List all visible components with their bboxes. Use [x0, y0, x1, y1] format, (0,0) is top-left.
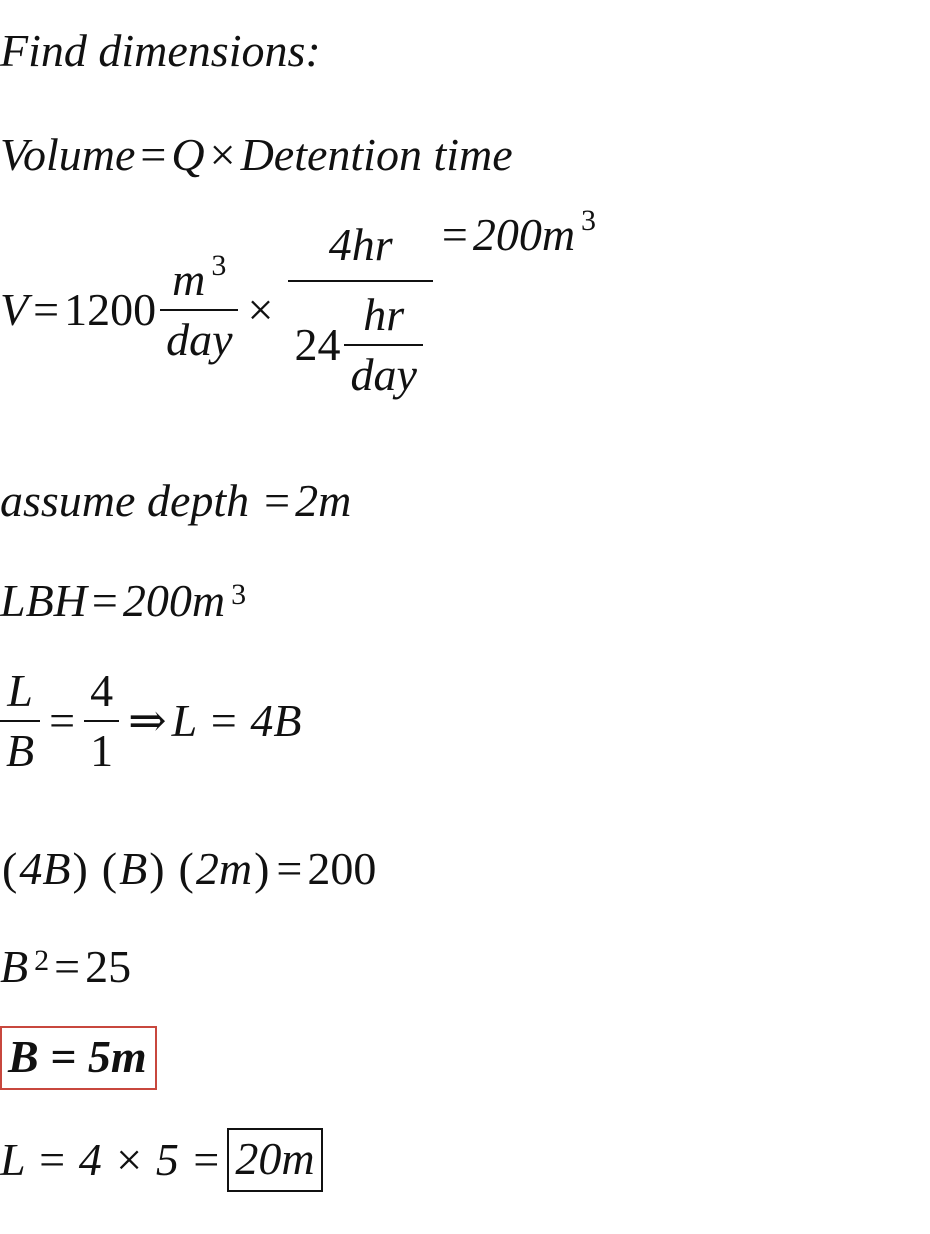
length-symbol: L: [7, 665, 33, 716]
equals-sign: =: [91, 575, 118, 626]
breadth-result-line: [0, 1026, 157, 1090]
volume-number: 200: [307, 843, 377, 894]
length-answer-box: [227, 1128, 322, 1192]
exponent: 3: [231, 578, 247, 611]
equals-sign: =: [264, 475, 291, 526]
b-squared-value: 25: [85, 941, 132, 992]
exponent: 2: [34, 944, 50, 977]
equals-sign: =: [54, 941, 81, 992]
fraction-denominator: day: [160, 309, 238, 363]
flow-unit-fraction: [160, 249, 238, 365]
b-symbol: B: [0, 941, 29, 992]
equals-sign: =: [33, 284, 60, 335]
times-sign: ×: [209, 129, 236, 180]
hours-per-day-fraction: [344, 289, 422, 400]
time-numerator: 4hr: [328, 219, 393, 270]
equals-sign: =: [276, 843, 303, 894]
ratio-numerator: 4: [90, 665, 114, 716]
heading-line: [0, 25, 321, 76]
lbh-value: 200m: [122, 575, 226, 626]
volume-result: [472, 204, 597, 260]
length-relation: L = 4B: [171, 695, 302, 746]
length-calculation: L = 4 × 5 =: [0, 1134, 222, 1185]
hours-numerator: hr: [363, 289, 405, 340]
flow-value: 1200: [64, 284, 157, 335]
assume-depth-label: assume depth: [0, 475, 250, 526]
breadth-result-box: B = 5m: [0, 1026, 157, 1090]
ratio-denominator: 1: [84, 720, 119, 774]
lbh-line: [0, 575, 247, 626]
length-answer: 20m: [235, 1133, 315, 1184]
fraction-numerator: [166, 249, 232, 309]
heading-text: Find dimensions:: [0, 25, 321, 76]
depth-value: 2m: [295, 475, 352, 526]
factor-4b: 4B: [19, 843, 71, 894]
conversion-factor: 24: [294, 319, 341, 370]
breadth-symbol: B: [0, 720, 40, 774]
time-fraction: [288, 219, 432, 400]
times-sign: ×: [247, 284, 274, 335]
equals-sign: =: [49, 695, 76, 746]
volume-symbol: V: [0, 284, 29, 335]
day-denominator: day: [344, 344, 422, 398]
substitution-line: ( 4B ) ( B ) ( 2m ) = 200: [2, 843, 377, 894]
lbh-label: LBH: [0, 575, 87, 626]
factor-depth: 2m: [195, 843, 253, 894]
ratio-line: [0, 665, 302, 776]
flow-symbol: Q: [171, 129, 205, 180]
ratio-fraction: [84, 665, 119, 776]
exponent: 3: [211, 249, 227, 282]
time-denominator: [288, 280, 432, 398]
length-result-line: [0, 1128, 323, 1192]
volume-result-value: 200m: [472, 209, 576, 260]
length-breadth-fraction: [0, 665, 40, 776]
detention-time-label: Detention time: [240, 129, 513, 180]
equals-sign: =: [140, 129, 167, 180]
volume-definition-line: [0, 129, 513, 180]
implies-arrow: ⇒: [128, 695, 167, 746]
equals-sign: =: [441, 209, 468, 260]
b-squared-line: [0, 941, 132, 992]
exponent: 3: [581, 204, 597, 237]
factor-b: B: [119, 843, 148, 894]
assume-depth-line: [0, 475, 352, 526]
volume-calculation-line: [0, 204, 597, 400]
volume-label: Volume: [0, 129, 136, 180]
unit-m: m: [172, 254, 206, 305]
